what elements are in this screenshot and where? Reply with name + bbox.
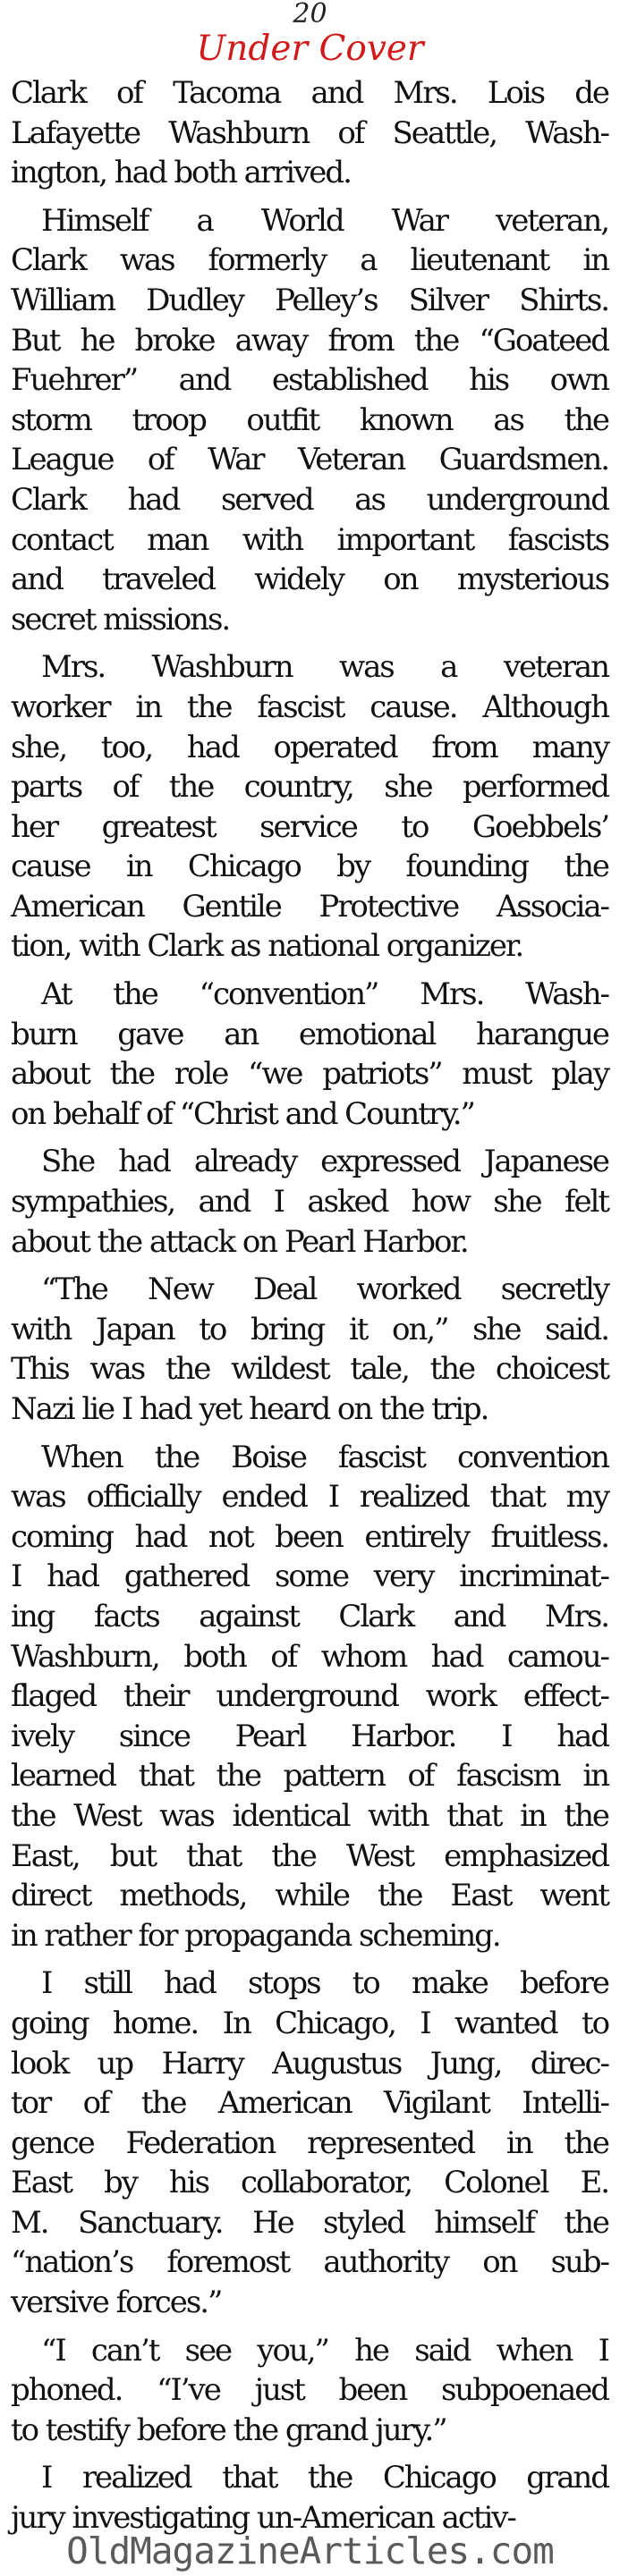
text-line: jury investigating un-American activ- [11, 2500, 515, 2537]
text-line: about the attack on Pearl Harbor. [11, 1223, 468, 1260]
text-line: look up Harry Augustus Jung, direc- [11, 2045, 608, 2082]
text-line: “nation’s foremost authority on sub- [11, 2244, 608, 2281]
text-line: Fuehrer” and established his own [11, 362, 608, 399]
text-line: burn gave an emotional harangue [11, 1016, 608, 1052]
paragraph-gap [11, 1430, 608, 1438]
text-line: Clark of Tacoma and Mrs. Lois de [11, 75, 608, 111]
article-body [11, 73, 608, 2538]
text-line: going home. In Chicago, I wanted to [11, 2005, 608, 2041]
text-line: she, too, had operated from many [11, 729, 608, 765]
paragraph [11, 73, 608, 193]
text-line: phoned. “I’ve just been subpoenaed [11, 2372, 608, 2409]
paragraph-gap [11, 1955, 608, 1964]
text-line: the West was identical with that in the [11, 1797, 608, 1834]
paragraph [11, 1438, 608, 1956]
text-line: cause in Chicago by founding the [11, 849, 608, 885]
text-line: This was the wildest tale, the choicest [11, 1351, 608, 1388]
paragraph-gap [11, 1262, 608, 1270]
paragraph [11, 1270, 608, 1429]
text-line: learned that the pattern of fascism in [11, 1758, 608, 1795]
paragraph [11, 975, 608, 1134]
text-line: But he broke away from the “Goateed [11, 322, 608, 359]
text-line: about the role “we patriots” must play [11, 1056, 608, 1093]
text-line: East, but that the West emphasized [11, 1837, 608, 1874]
paragraph [11, 2331, 608, 2451]
text-line: Clark was formerly a lieutenant in [11, 242, 608, 279]
text-line: ington, had both arrived. [11, 155, 351, 191]
text-line: She had already expressed Japanese [41, 1144, 608, 1180]
text-line: tion, with Clark as national organizer. [11, 928, 523, 965]
paragraph [11, 647, 608, 967]
paragraph-gap [11, 639, 608, 647]
text-line: direct methods, while the East went [11, 1878, 608, 1914]
text-line: on behalf of “Christ and Country.” [11, 1095, 474, 1132]
text-line: contact man with important fascists [11, 521, 608, 558]
text-line: Washburn, both of whom had camou- [11, 1638, 608, 1675]
text-line: to testify before the grand jury.” [11, 2411, 446, 2448]
text-line: storm troop outfit known as the [11, 401, 608, 438]
paragraph [11, 1964, 608, 2322]
site-watermark: OldMagazineArticles.com [66, 2530, 554, 2572]
text-line: I had gathered some very incriminat- [11, 1558, 608, 1595]
text-line: William Dudley Pelley’s Silver Shirts. [11, 282, 608, 318]
paragraph-gap [11, 193, 608, 201]
text-line: flaged their underground work effect- [11, 1678, 608, 1715]
text-line: When the Boise fascist convention [41, 1439, 608, 1475]
text-line: worker in the fascist cause. Although [11, 688, 608, 725]
text-line: coming had not been entirely fruitless. [11, 1518, 608, 1555]
text-line: tor of the American Vigilant Intelli- [11, 2085, 608, 2122]
text-line: Nazi lie I had yet heard on the trip. [11, 1391, 488, 1427]
text-line: East by his collaborator, Colonel E. [11, 2165, 608, 2201]
text-line: was officially ended I realized that my [11, 1479, 608, 1516]
text-line: sympathies, and I asked how she felt [11, 1184, 608, 1220]
text-line: At the “convention” Mrs. Wash- [41, 976, 608, 1013]
text-line: “The New Deal worked secretly [41, 1271, 608, 1308]
text-line: “I can’t see you,” he said when I [41, 2332, 608, 2369]
text-line: I still had stops to make before [41, 1965, 608, 2002]
text-line: ively since Pearl Harbor. I had [11, 1718, 608, 1754]
running-head: Under Cover [196, 29, 424, 69]
text-line: secret missions. [11, 601, 230, 638]
paragraph [11, 2458, 608, 2538]
text-line: versive forces.” [11, 2285, 222, 2321]
text-line: her greatest service to Goebbels’ [11, 808, 608, 845]
text-line: American Gentile Protective Associa- [11, 888, 608, 925]
text-line: gence Federation represented in the [11, 2124, 608, 2161]
paragraph-gap [11, 2450, 608, 2458]
paragraph-gap [11, 2323, 608, 2331]
text-line: Himself a World War veteran, [41, 202, 608, 239]
paragraph-gap [11, 967, 608, 975]
text-line: Mrs. Washburn was a veteran [41, 649, 608, 686]
text-line: in rather for propaganda scheming. [11, 1917, 500, 1954]
text-line: and traveled widely on mysterious [11, 562, 608, 598]
text-line: with Japan to bring it on,” she said. [11, 1311, 608, 1347]
text-line: M. Sanctuary. He styled himself the [11, 2204, 608, 2241]
paragraph [11, 1142, 608, 1262]
text-line: I realized that the Chicago grand [41, 2460, 608, 2496]
text-line: parts of the country, she performed [11, 769, 608, 806]
paragraph-gap [11, 1134, 608, 1142]
text-line: ing facts against Clark and Mrs. [11, 1598, 608, 1634]
text-line: League of War Veteran Guardsmen. [11, 442, 608, 478]
paragraph [11, 201, 608, 640]
text-line: Lafayette Washburn of Seattle, Wash- [11, 114, 608, 151]
page-number: 20 [293, 0, 327, 30]
text-line: Clark had served as underground [11, 481, 608, 518]
